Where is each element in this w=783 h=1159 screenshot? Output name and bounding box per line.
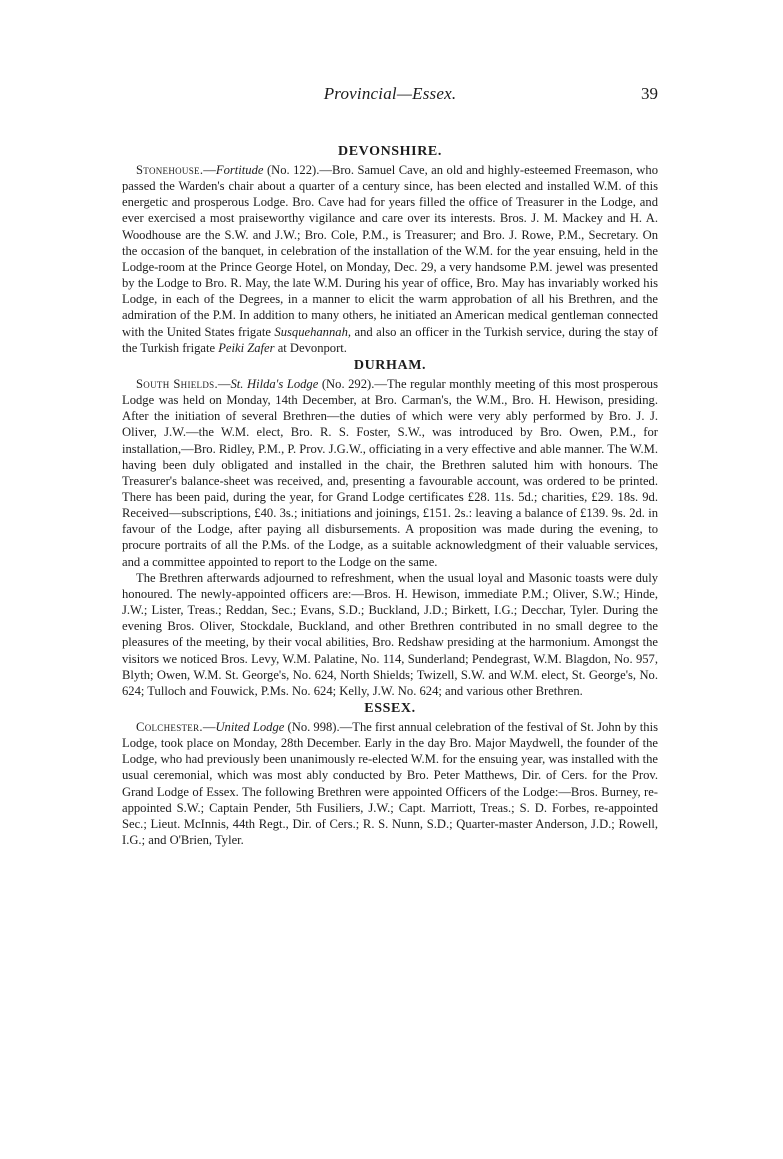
page-number: 39 [641, 84, 658, 103]
page-header [122, 84, 658, 106]
dash: — [202, 720, 216, 734]
paragraph-refreshment: The Brethren afterwards adjourned to refreshment, when the usual loyal and Masonic toasts were duly honoured. The newly-appointed officers are:—Bros. H. Hewison, immediate P.M.; Oliver, S.W.; Hinde, J.W.; Lister, Treas.; Reddan, Sec.; Evans, S.D.; Buckland, J.D.; Birkett, I.G.; Decchar, Tyler. During the evening Bros. Oliver, Stockdale, Buckland, and other Brethren contributed in no small degree to the pleasures of the meeting, by their vocal abilities, Bro. Redshaw presiding at the harmonium. Amongst the visitors we noticed Bros. Levy, W.M. Palatine, No. 114, Sunderland; Pendegrast, W.M. Blagdon, No. 957, Blyth; Owen, W.M. St. George's, No. 624, North Shields; Twizell, S.W. and W.M. elect, St. George's, No. 624; Tulloch and Fouwick, P.Ms. No. 624; Kelly, J.W. No. 624; and various other Brethren. [122, 570, 658, 698]
place-name: Colchester. [136, 720, 203, 734]
section-heading-devonshire: DEVONSHIRE. [338, 144, 442, 159]
place-name: Stonehouse. [136, 163, 204, 177]
paragraph-text: (No. 292).—The regular monthly meeting of this most prosperous Lodge was held on Monday, 14th December, at Bro. Carman's, the W.M., Bro. H. Hewison, presiding. After the initiation of several Brethren—the duties of which were very ably performed by Bro. J. J. Oliver, J.W.—the W.M. elect, Bro. R. S. Foster, S.W., was introduced by Bro. Owen, P.M., for installation,—Bro. Ridley, P.M., P. Prov. J.G.W., officiating in a very effective and able manner. The W.M. having been duly obligated and installed in the chair, the Brethren saluted him with honours. The Treasurer's balance-sheet was received, and, presenting a favourable account, was ordered to be printed. There has been paid, during the year, for Grand Lodge certificates £28. 11s. 5d.; charities, £29. 18s. 9d. Received—subscriptions, £40. 3s.; initiations and joinings, £151. 2s.: leaving a balance of £139. 9s. 2d. in favour of the Lodge, after paying all disbursements. A proposition was made during the evening, to procure portraits of all the P.Ms. of the Lodge, as a suitable acknowledgment of their valuable services, and a committee appointed to report to the Lodge on the same. [122, 376, 659, 569]
paragraph-text: at Devonport. [277, 340, 347, 355]
section-heading-essex: ESSEX. [364, 701, 416, 716]
section-heading-durham: DURHAM. [353, 357, 427, 373]
paragraph-colchester [122, 719, 658, 848]
paragraph-text: and also an officer in the Turkish service, during the stay of the Turkish frigate [122, 324, 658, 355]
dash: — [217, 376, 231, 391]
paragraph-text: (No. 998).—The first annual celebration of the festival of St. John by this Lodge, took place on Monday, 28th December. Early in the day Bro. Major Maydwell, the founder of the Lodge, who had previously been unanimously re-elected W.M. for the ensuing year, was installed with the usual ceremonial, which was most ably conducted by Bro. Peter Matthews, Dir. of Cers. for the Prov. Grand Lodge of Essex. The following Brethren were appointed Officers of the Lodge:—Bros. Burney, re-appointed S.W.; Captain Pender, 5th Fusiliers, J.W.; Capt. Marriott, Treas.; S. D. Forbes, re-appointed Sec.; Lieut. McInnis, 44th Regt., Dir. of Cers.; R. S. Nunn, S.D.; Quarter-master Anderson, J.D.; Rowell, I.G.; and O'Brien, Tyler. [122, 720, 658, 848]
paragraph-south-shields [122, 376, 658, 570]
running-title: Provincial—Essex. [323, 84, 457, 103]
dash: — [203, 163, 216, 177]
place-name: South Shields. [136, 376, 218, 391]
paragraph-text: (No. 122).—Bro. Samuel Cave, an old and highly-esteemed Freemason, who passed the Warden's chair about a quarter of a century since, has been elected and installed W.M. of this energetic and prosperous Lodge. Bro. Cave had for years filled the office of Treasurer in the Lodge, and ever exercised a most praiseworthy vigilance and care over its interests. Bros. J. M. Mackey and H. A. Woodhouse are the S.W. and J.W.; Bro. Cole, P.M., is Treasurer; and Bro. J. Rowe, P.M., Secretary. On the occasion of the banquet, in celebration of the installation of the W.M. for the year ensuing, held in the Lodge-room at the Prince George Hotel, on Monday, Dec. 29, a very handsome P.M. jewel was presented by the Lodge to Bro. R. May, the late W.M. During his year of office, Bro. May has invariably worked his Lodge, in each of the Degrees, in a manner to elicit the warm approbation of all his Brethren, and the admiration of the P.M. In addition to many others, he initiated an American medical gentleman connected with the United States frigate [122, 163, 658, 339]
lodge-name: Fortitude [215, 163, 264, 177]
ship-name: Susquehannah, [274, 324, 352, 339]
lodge-name: St. Hilda's Lodge [230, 376, 319, 391]
text-column [122, 142, 658, 848]
paragraph-stonehouse [122, 162, 658, 356]
lodge-name: United Lodge [215, 720, 285, 734]
ship-name: Peiki Zafer [218, 340, 275, 355]
